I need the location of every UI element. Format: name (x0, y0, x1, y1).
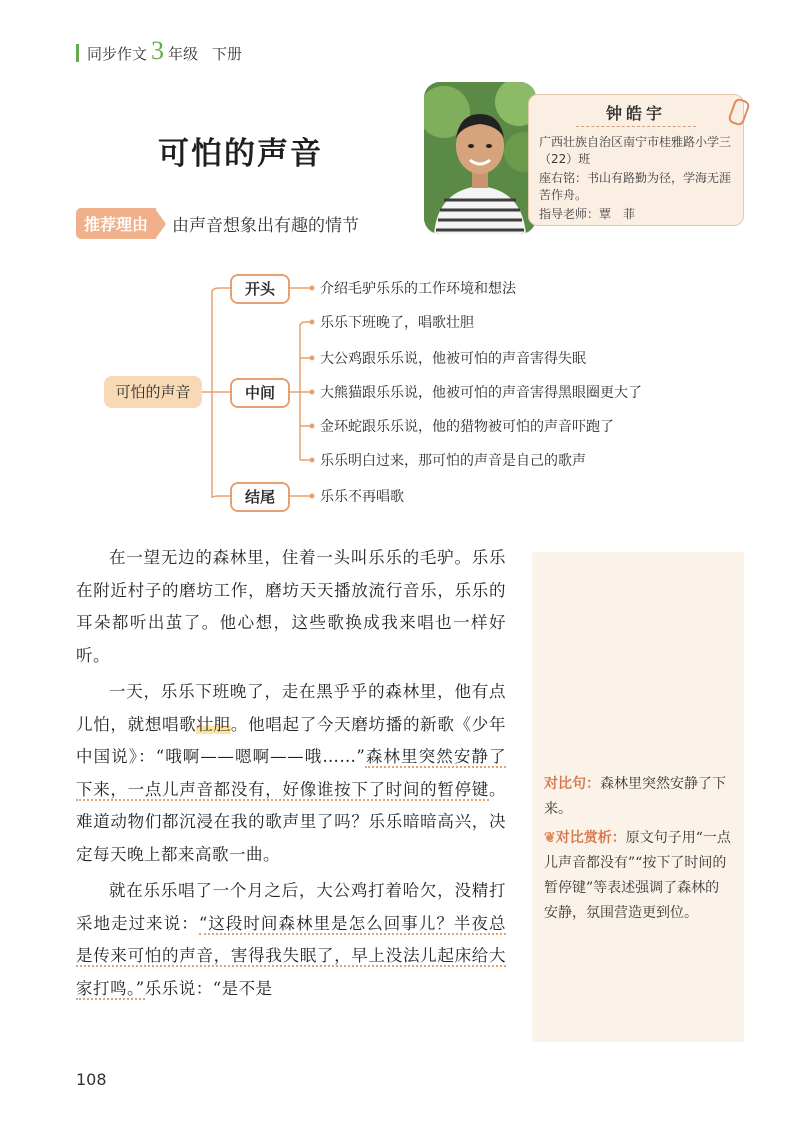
highlight-zhuangdan: 壮胆 (196, 714, 231, 734)
underlined-rooster-quote: “这段时间森林里是怎么回事儿？半夜总是传来可怕的声音，害得我失眠了，早上没法儿起床给大家打鸣。” (76, 913, 507, 998)
leaf-middle-1: 乐乐下班晚了，唱歌壮胆 (320, 315, 474, 331)
page-number: 108 (76, 1070, 107, 1089)
branch-middle: 中间 (230, 378, 290, 408)
contrast-sentence-label: 对比句： (544, 776, 600, 792)
leaf-middle-2: 大公鸡跟乐乐说，他被可怕的声音害得失眠 (320, 351, 586, 367)
contrast-analysis-note (544, 826, 732, 926)
underlined-contrast-sentence: 森林里突然安静了下来，一点儿声音都没有，好像谁按下了时间的暂停键 (76, 747, 506, 799)
branch-ending: 结尾 (230, 482, 290, 512)
recommend-reason (76, 208, 359, 239)
paragraph-2-part-c: 。难道动物们都沉浸在我的歌声里了吗？乐乐暗暗高兴，决定每天晚上都来高歌一曲。 (76, 779, 506, 864)
paragraph-2 (76, 676, 506, 871)
paragraph-1: 在一望无边的森林里，住着一头叫乐乐的毛驴。乐乐在附近村子的磨坊工作，磨坊天天播放流行音乐，乐乐的耳朵都听出茧了。他心想，这些歌换成我来唱也一样好听。 (76, 548, 506, 665)
reason-tag-arrow (156, 210, 166, 238)
essay-body (76, 542, 506, 1009)
author-photo (424, 82, 536, 234)
author-teacher: 指导老师：覃 菲 (539, 207, 636, 221)
running-header (76, 36, 242, 66)
leaf-ending-1: 乐乐不再唱歌 (320, 489, 404, 505)
author-school: 广西壮族自治区南宁市桂雅路小学三（22）班 (539, 135, 732, 166)
header-volume: 下册 (212, 45, 243, 63)
leaf-beginning-1: 介绍毛驴乐乐的工作环境和想法 (320, 281, 516, 297)
header-series: 同步作文 (87, 45, 148, 63)
header-grade-number: 3 (151, 36, 165, 65)
author-card (424, 82, 744, 234)
essay-title: 可怕的声音 (158, 136, 323, 172)
header-bar (76, 44, 79, 62)
annotation-note (544, 772, 732, 926)
header-grade: 年级 (168, 45, 199, 63)
author-motto: 座右铭：书山有路勤为径，学海无涯苦作舟。 (539, 171, 732, 202)
paragraph-2-part-b: 。他唱起了今天磨坊播的新歌《少年中国说》：“哦啊——嗯啊——哦……” (76, 714, 507, 766)
annotation-sidebar (532, 552, 744, 1042)
name-divider (576, 126, 696, 128)
paragraph-3-part-a: 就在乐乐唱了一个月之后，大公鸡打着哈欠，没精打采地走过来说： (76, 881, 506, 933)
leaf-middle-5: 乐乐明白过来，那可怕的声音是自己的歌声 (320, 453, 586, 469)
branch-beginning: 开头 (230, 274, 290, 304)
reason-tag: 推荐理由 (76, 208, 156, 239)
reason-text: 由声音想象出有趣的情节 (172, 216, 360, 236)
contrast-analysis-text: 原文句子用“一点儿声音都没有”“按下了时间的暂停键”等表述强调了森林的安静，氛围营造更到位。 (544, 830, 731, 921)
paragraph-3 (76, 875, 506, 1005)
contrast-analysis-label: 对比赏析： (555, 830, 626, 846)
leaf-middle-4: 金环蛇跟乐乐说，他的猎物被可怕的声音吓跑了 (320, 419, 614, 435)
author-info-card (528, 94, 744, 226)
structure-mindmap (100, 270, 760, 520)
contrast-sentence-text: 森林里突然安静了下来。 (544, 776, 726, 817)
mindmap-root: 可怕的声音 (104, 376, 202, 408)
paragraph-3-part-b: 乐乐说：“是不是 (144, 978, 273, 998)
leaf-middle-3: 大熊猫跟乐乐说，他被可怕的声音害得黑眼圈更大了 (320, 385, 642, 401)
author-name: 钟皓宇 (605, 104, 666, 123)
sprout-icon: ❦ (544, 830, 556, 846)
contrast-sentence-note (544, 772, 732, 822)
paragraph-2-part-a: 一天，乐乐下班晚了，走在黑乎乎的森林里，他有点儿怕，就想唱歌 (76, 682, 506, 734)
